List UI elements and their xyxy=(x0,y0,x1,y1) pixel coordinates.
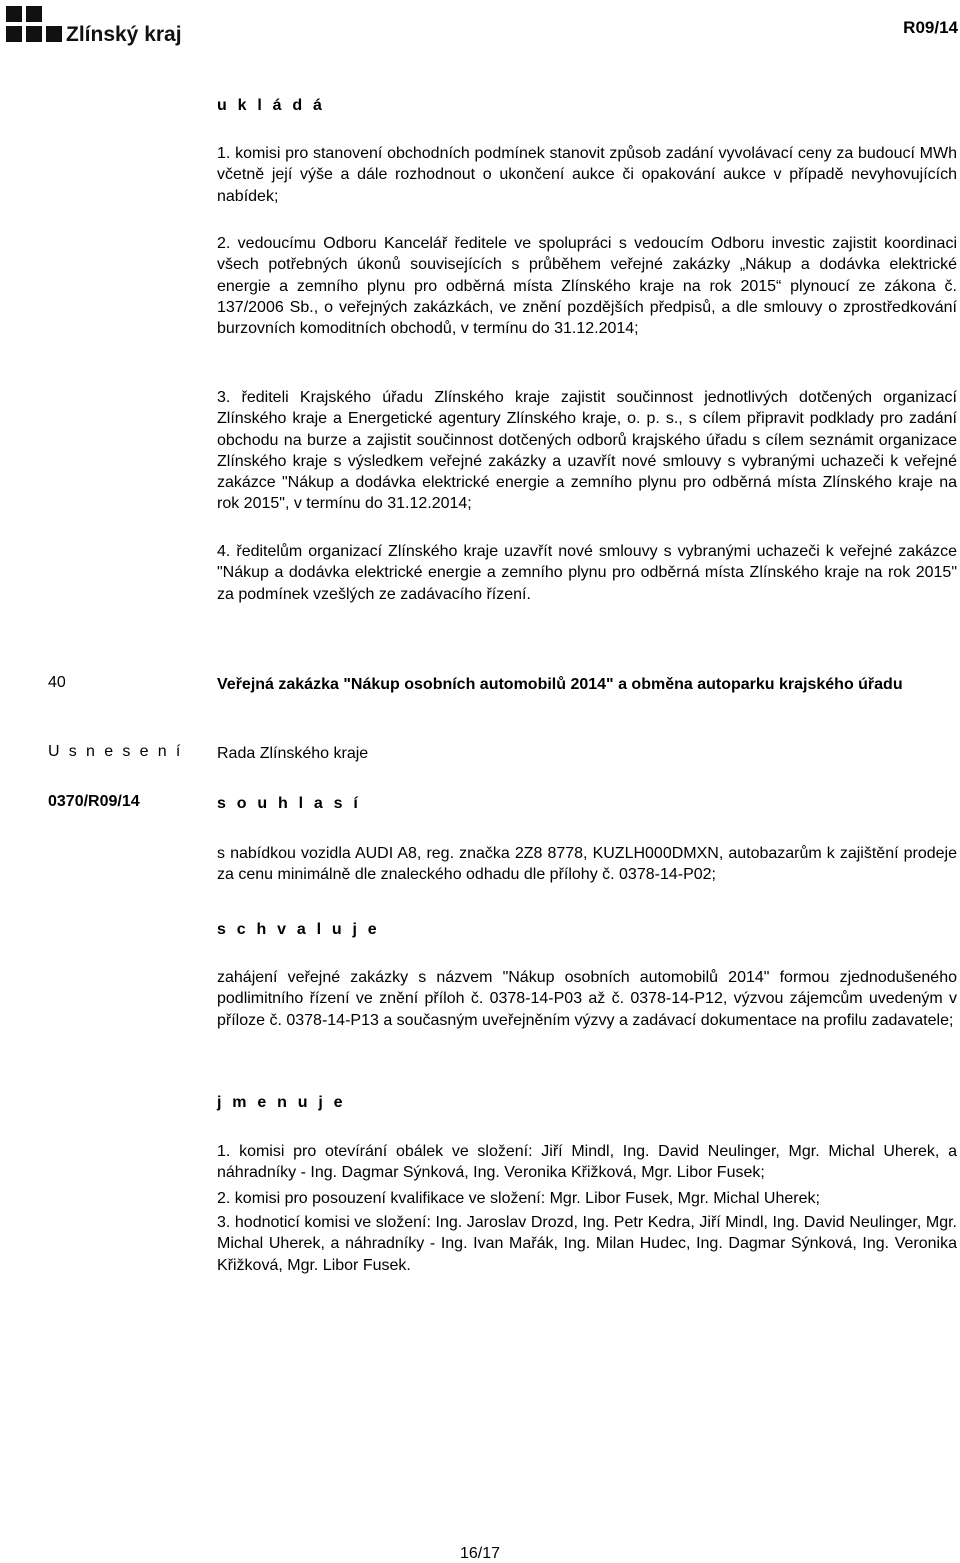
jmenuje-keyword: j m e n u j e xyxy=(217,1094,346,1111)
ukláda-item-2: 2. vedoucímu Odboru Kancelář ředitele ve spolupráci s vedoucím Odboru investic zajistit koordinaci všech potřebných úkonů souvisejících s průběhem veřejné zakázky „Nákup a dodávka elektrické energie a zemního plynu pro odběrná místa Zlínského kraje na rok 2015“ plynoucí ze zákona č. 137/2006 Sb., o veřejných zakázkách, ve znění pozdějších předpisů, a dle smlouvy o zprostředkování burzovních komoditních obchodů, v termínu do 31.12.2014; xyxy=(217,235,957,338)
logo-squares-icon xyxy=(6,6,196,54)
ukláda-item-3: 3. řediteli Krajského úřadu Zlínského kraje zajistit součinnost jednotlivých dotčených organizací Zlínského kraje a Energetické agentury Zlínského kraje, o. p. s., s cílem připravit podklady pro zadání obchodu na burze a zajistit součinnost dotčených odborů krajského úřadu s cílem seznámit organizace Zlínského kraje s výsledkem veřejné zakázky a uzavřít nové smlouvy s vybranými uchazeči k veřejné zakázce "Nákup a dodávka elektrické energie a zemního plynu pro odběrná místa Zlínského kraje na rok 2015", v termínu do 31.12.2014; xyxy=(217,389,957,513)
ukláda-item-4: 4. ředitelům organizací Zlínského kraje uzavřít nové smlouvy s vybranými uchazeči k veřejné zakázce "Nákup a dodávka elektrické energie a zemního plynu pro odběrná místa Zlínského kraje na rok 2015" za podmínek vzešlých ze zadávacího řízení. xyxy=(217,543,957,603)
svg-text:Zlínský kraj: Zlínský kraj xyxy=(66,23,182,46)
jmenuje-item-3: 3. hodnoticí komisi ve složení: Ing. Jaroslav Drozd, Ing. Petr Kedra, Jiří Mindl, Ing. David Neulinger, Mgr. Michal Uherek, a náhradníky - Ing. Ivan Mařák, Ing. Milan Hudec, Ing. Dagmar Sýnková, Ing. Veronika Křižková, Mgr. Libor Fusek. xyxy=(217,1214,957,1274)
ukláda-item-1: 1. komisi pro stanovení obchodních podmínek stanovit způsob zadání vyvolávací ceny za budoucí MWh včetně její výše a dále rozhodnout o ukončení aukce či opakování aukce v případě nevyhovujících nabídek; xyxy=(217,145,957,205)
jmenuje-item-2: 2. komisi pro posouzení kvalifikace ve složení: Mgr. Libor Fusek, Mgr. Michal Uherek; xyxy=(217,1190,820,1207)
resolution-number: 0370/R09/14 xyxy=(48,793,140,810)
souhlasi-keyword: s o u h l a s í xyxy=(217,795,362,812)
zlinsky-kraj-logo xyxy=(6,6,196,54)
item-title: Veřejná zakázka "Nákup osobních automobilů 2014" a obměna autoparku krajského úřadu xyxy=(217,676,903,693)
souhlasi-text: s nabídkou vozidla AUDI A8, reg. značka 2Z8 8778, KUZLH000DMXN, autobazarům k zajištění prodeje za cenu minimálně dle znaleckého odhadu dle přílohy č. 0378-14-P02; xyxy=(217,845,957,884)
jmenuje-item-1: 1. komisi pro otevírání obálek ve složení: Jiří Mindl, Ing. David Neulinger, Mgr. Michal Uherek, a náhradníky - Ing. Dagmar Sýnková, Ing. Veronika Křižková, Mgr. Libor Fusek; xyxy=(217,1143,957,1182)
schvaluje-keyword: s c h v a l u j e xyxy=(217,921,380,938)
usneseni-label: U s n e s e n í xyxy=(48,743,183,760)
item-number: 40 xyxy=(48,674,66,691)
page-number: 16/17 xyxy=(459,1545,501,1562)
ukláda-keyword: u k l á d á xyxy=(217,97,326,114)
council-name: Rada Zlínského kraje xyxy=(217,745,369,762)
schvaluje-text: zahájení veřejné zakázky s názvem "Nákup osobních automobilů 2014" formou zjednodušeného podlimitního řízení ve znění příloh č. 0378-14-P03 až č. 0378-14-P12, výzvou zájemcům uvedeným v příloze č. 0378-14-P13 a současným uveřejněním výzvy a zadávací dokumentace na profilu zadavatele; xyxy=(217,969,957,1029)
document-reference: R09/14 xyxy=(903,18,958,37)
